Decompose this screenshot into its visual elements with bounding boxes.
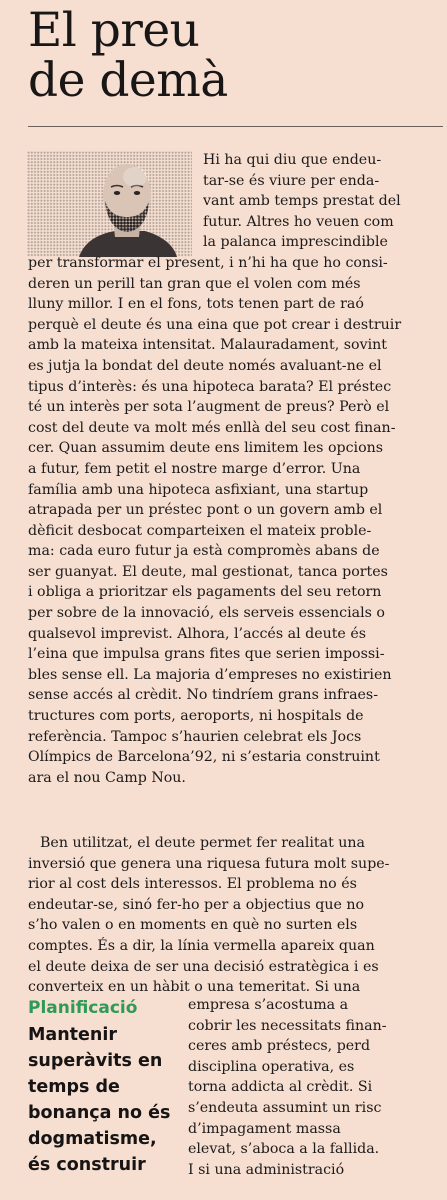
text-line: amb la mateixa intensitat. Malauradament, sovint [28,337,387,354]
pull-quote-line: temps de [28,1077,120,1097]
text-line: s’endeuta assumint un risc [188,1099,382,1116]
text-line: s’ho valen o en moments en què no surten els [28,917,358,934]
pull-quote [28,996,188,1178]
pull-quote-text [28,1022,188,1178]
pull-quote-line: superàvits en [28,1051,163,1071]
text-line: ser guanyat. El deute, mal gestionat, tanca portes [28,563,388,580]
text-line: Olímpics de Barcelona’92, ni s’estaria construint [28,749,380,766]
text-line: per sobre de la innovació, els serveis essencials o [28,605,385,622]
text-line: cobrir les necessitats finan- [188,1017,387,1034]
text-line: referència. Tampoc s’haurien celebrat els Jocs [28,728,362,745]
text-line: vant amb temps prestat del [203,193,401,210]
title-line-1: El preu [28,3,200,58]
text-line: tipus d’interès: és una hipoteca barata? El préstec [28,378,392,395]
title-line-2: de demà [28,53,228,108]
text-line: elevat, s’aboca a la fallida. [188,1141,380,1158]
text-line: cost del deute va molt més enllà del seu cost finan- [28,419,396,436]
text-line: deren un perill tan gran que el volen com més [28,275,361,292]
text-line: lluny millor. I en el fons, tots tenen part de raó [28,296,364,313]
body-paragraph-3 [188,995,387,1180]
text-line: l’eina que impulsa grans fites que serien impossi- [28,646,385,663]
text-line: Hi ha qui diu que endeu- [203,152,382,168]
pull-quote-kicker: Planificació [28,998,138,1018]
text-line: d’impagament massa [188,1120,341,1137]
body-paragraph-1 [28,150,401,788]
text-line: ceres amb préstecs, perd [188,1038,371,1055]
text-line: i obliga a prioritzar els pagaments del seu retorn [28,584,382,601]
text-line: família amb una hipoteca asfixiant, una startup [28,481,369,498]
text-line: converteix en un hàbit o una temeritat. Si una [28,979,361,996]
text-line: ma: cada euro futur ja està compromès abans de [28,543,380,560]
body-paragraph-2 [28,833,389,998]
text-line: I si una administració [188,1161,345,1178]
text-line: el deute deixa de ser una decisió estratègica i es [28,958,379,975]
text-line: rior al cost dels interessos. El problema no és [28,876,357,893]
text-line: empresa s’acostuma a [188,997,349,1013]
text-line: ara el nou Camp Nou. [28,769,186,786]
text-line: dèficit desbocat comparteixen el mateix proble- [28,522,372,539]
text-line: disciplina operativa, es [188,1058,355,1075]
text-line: té un interès per sota l’augment de preus? Però el [28,399,390,416]
text-line: bles sense ell. La majoria d’empreses no existirien [28,666,392,683]
text-line: sense accés al crèdit. No tindríem grans infraes- [28,687,378,704]
text-line: la palanca imprescindible [203,234,388,251]
text-line: torna addicta al crèdit. Si [188,1079,373,1096]
text-line: Ben utilitzat, el deute permet fer realitat una [40,835,366,851]
text-line: per transformar el present, i n’hi ha que ho consi- [28,254,388,271]
title-divider [28,126,443,127]
pull-quote-line: dogmatisme, [28,1129,157,1149]
text-line: endeutar-se, sinó fer-ho per a objectius que no [28,896,365,913]
text-line: cer. Quan assumim deute ens limitem les opcions [28,440,384,457]
article-title [28,3,228,108]
text-line: tar-se és viure per enda- [203,172,380,189]
pull-quote-line: és construir [28,1155,146,1175]
text-line: atrapada per un préstec pont o un govern amb el [28,502,383,519]
pull-quote-line: bonança no és [28,1103,171,1123]
text-line: inversió que genera una riquesa futura molt supe- [28,855,390,872]
pull-quote-line: Mantenir [28,1025,118,1045]
text-line: es jutja la bondat del deute només avaluant-ne el [28,357,382,374]
text-line: a futur, fem petit el nostre marge d’error. Una [28,460,361,477]
text-line: perquè el deute és una eina que pot crear i destruir [28,316,402,333]
text-line: futur. Altres ho veuen com [203,213,394,230]
text-line: comptes. És a dir, la línia vermella apareix quan [28,937,375,954]
text-line: qualsevol imprevist. Alhora, l’accés al deute és [28,625,367,642]
text-line: tructures com ports, aeroports, ni hospitals de [28,708,364,725]
